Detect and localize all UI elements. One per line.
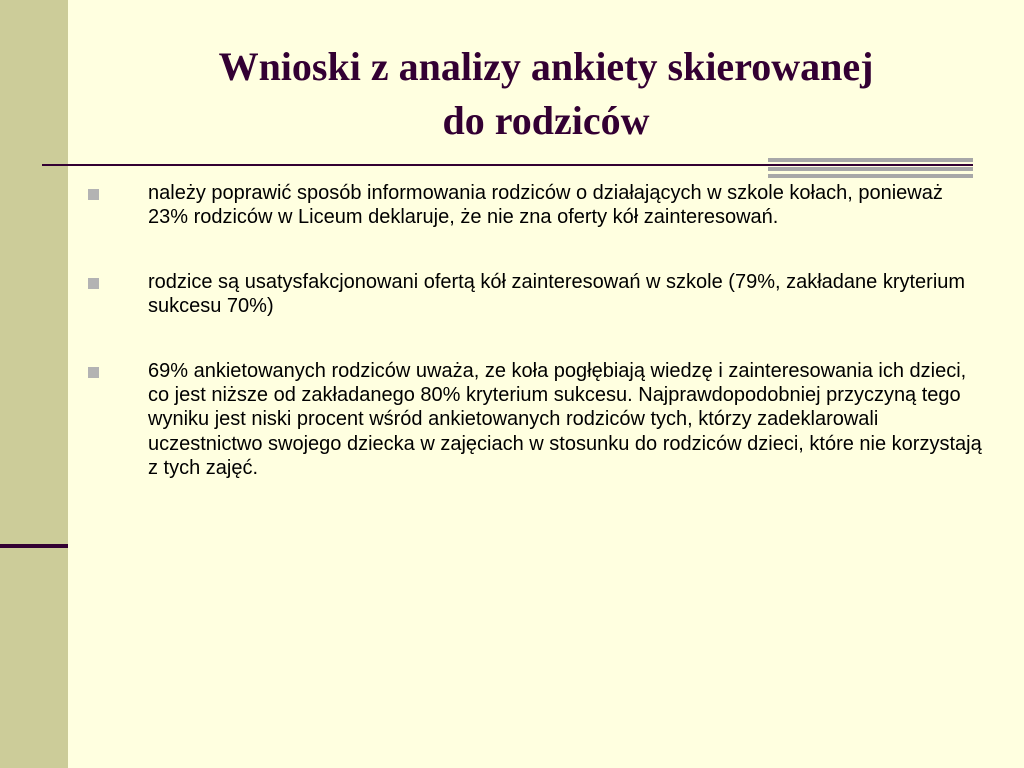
square-bullet-icon: [88, 189, 99, 200]
left-decorative-band: [0, 0, 68, 768]
bullet-text: 69% ankietowanych rodziców uważa, ze koła pogłębiają wiedzę i zainteresowania ich dzieci, co jest niższe od zakładanego 80% kryterium sukcesu. Najprawdopodobniej przyczyną tego wyniku jest niski procent wśród ankietowanych rodziców tych, którzy zadeklarowali uczestnictwo swojego dziecka w zajęciach w stosunku do rodziców dzieci, które nie korzystają z tych zajęć.: [148, 359, 982, 480]
square-bullet-icon: [88, 367, 99, 378]
bullet-item-1: [88, 181, 988, 230]
bullet-text: należy poprawić sposób informowania rodziców o działających w szkole kołach, ponieważ 23% rodziców w Liceum deklaruje, że nie zna oferty kół zainteresowań.: [148, 182, 943, 229]
slide-title-line-1: Wnioski z analizy ankiety skierowanej: [218, 44, 874, 89]
bullet-item-2: [88, 270, 988, 319]
bullet-text: rodzice są usatysfakcjonowani ofertą kół zainteresowań w szkole (79%, zakładane kryterium sukcesu 70%): [148, 270, 966, 318]
bullet-list: [88, 181, 988, 521]
accent-bar: [768, 174, 973, 178]
square-bullet-icon: [88, 278, 99, 289]
slide-title-line-2: do rodziców: [442, 98, 650, 143]
accent-bar: [768, 158, 973, 162]
bullet-item-3: [88, 359, 988, 481]
accent-bar: [768, 167, 973, 171]
slide-title: [68, 40, 1024, 148]
left-band-accent-line: [0, 544, 68, 548]
accent-bars: [768, 158, 973, 180]
